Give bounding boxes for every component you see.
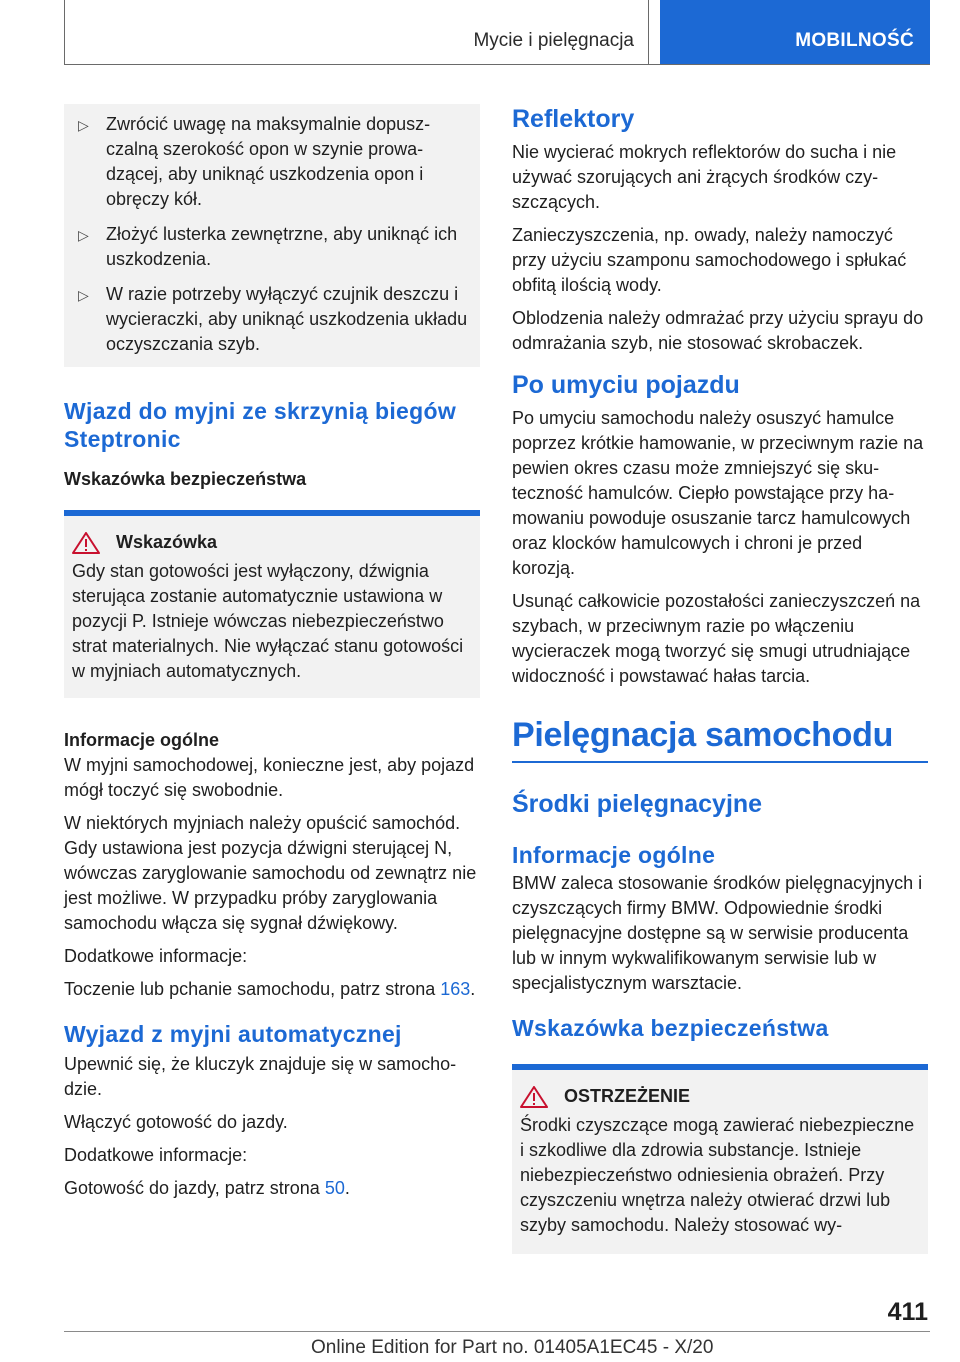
paragraph: Po umyciu samochodu należy osuszyć hamulce poprzez krótkie hamowanie, w przeciwnym razie na pewien okres czasu może zmniejszyć się skuteczność hamulców. Ciepło powstające przy hamowaniu powoduje osuszanie tarcz hamulcowych oraz klocków hamulcowych i chroni je przed korozją. [512, 408, 924, 578]
warning-title: Wskazówka [116, 532, 218, 552]
heading-rule [512, 761, 928, 763]
bullet-triangle-icon: ▷ [78, 117, 89, 133]
bullet-text: Złożyć lusterka zewnętrzne, aby uniknąć ich uszkodzenia. [106, 224, 458, 269]
warning-box [512, 1064, 928, 1254]
warning-header [72, 530, 470, 555]
exit-wash-heading: Wyjazd z myjni automatycznej [64, 1021, 402, 1047]
bullet-box [64, 104, 480, 367]
warning-box [64, 510, 480, 698]
left-column [64, 104, 480, 1209]
list-item [78, 222, 470, 272]
paragraph: W myjni samochodowej, konieczne jest, aby pojazd mógł toczyć się swobodnie. [64, 755, 475, 800]
care-agents-info-heading: Informacje ogólne [512, 842, 716, 868]
steptronic-heading: Wjazd do myjni ze skrzynią biegów Steptronic [64, 398, 457, 452]
reference-text: Gotowość do jazdy, patrz strona [64, 1178, 320, 1198]
list-item [78, 282, 470, 357]
paragraph: BMW zaleca stosowanie środków pielęgnacyjnych i czyszczących firmy BMW. Odpowiednie środki pielęgnacyjne dostępne są w serwisie producenta lub w innym wykwalifikowanym serwisie lub w specjalistycznym warsztacie. [512, 873, 923, 993]
footer-divider [64, 1331, 930, 1332]
bullet-triangle-icon: ▷ [78, 287, 89, 303]
paragraph: Nie wycierać mokrych reflektorów do sucha i nie używać szorujących ani żrących środków czyszczących. [512, 142, 897, 212]
warning-triangle-icon [72, 532, 116, 554]
right-column [512, 104, 928, 1254]
warning-text: Gdy stan gotowości jest wyłączony, dźwignia sterująca zostanie automatycznie ustawiona w pozycji P. Istnieje wówczas niebezpieczeństwo strat materialnych. Nie wyłączać stanu gotowości w myjniach automatycznych. [72, 561, 464, 681]
headlights-heading: Reflektory [512, 105, 635, 133]
header-chapter-tab[interactable] [660, 0, 930, 64]
paragraph: Włączyć gotowość do jazdy. [64, 1112, 288, 1132]
warning-triangle-icon [520, 1086, 564, 1108]
paragraph: Dodatkowe informacje: [64, 946, 248, 966]
paragraph: Dodatkowe informacje: [64, 1145, 248, 1165]
page-link[interactable]: 163 [440, 979, 471, 999]
car-care-heading: Pielęgnacja samochodu [512, 716, 894, 754]
header-section-frame [64, 0, 649, 65]
page-number: 411 [887, 1298, 928, 1326]
bullet-triangle-icon: ▷ [78, 227, 89, 243]
care-agents-heading: Środki pielęgnacyjne [512, 790, 763, 818]
general-info-heading: Informacje ogólne [64, 730, 220, 750]
warning-header [520, 1084, 918, 1109]
after-wash-heading: Po umyciu pojazdu [512, 371, 740, 399]
warning-title: OSTRZEŻENIE [564, 1086, 691, 1106]
safety-heading: Wskazówka bezpieczeństwa [512, 1015, 829, 1041]
paragraph: Zanieczyszczenia, np. owady, należy namoczyć przy użyciu szamponu samochodowego i spłukać obfitą ilością wody. [512, 225, 907, 295]
paragraph: Upewnić się, że kluczyk znajduje się w samochodzie. [64, 1054, 457, 1099]
footer-edition: Online Edition for Part no. 01405A1EC45 - X/20 [311, 1337, 714, 1358]
header-chapter-label: MOBILNOŚĆ [795, 30, 914, 51]
list-item [78, 112, 470, 212]
bullet-text: Zwrócić uwagę na maksymalnie dopuszczalną szerokość opon w szynie prowadzącej, aby uniknąć uszkodzenia opon i obręczy kół. [106, 114, 431, 209]
paragraph-with-ref: Gotowość do jazdy, patrz strona 50. [64, 1178, 350, 1198]
paragraph: Oblodzenia należy odmrażać przy użyciu sprayu do odmrażania szyb, nie stosować skrobaczek. [512, 308, 924, 353]
paragraph-with-ref: Toczenie lub pchanie samochodu, patrz strona 163. [64, 979, 476, 999]
care-heading-block [512, 715, 928, 763]
bullet-text: W razie potrzeby wyłączyć czujnik deszczu i wycieraczki, aby uniknąć uszkodzenia układu oczyszczania szyb. [106, 284, 468, 354]
paragraph: Usunąć całkowicie pozostałości zanieczyszczeń na szybach, w przeciwnym razie po włączeniu wycieraczek mogą tworzyć się smugi utrudniające widoczność i powstawać hałas tarcia. [512, 591, 921, 686]
safety-heading: Wskazówka bezpieczeństwa [64, 469, 307, 489]
warning-text: Środki czyszczące mogą zawierać niebezpieczne i szkodliwe dla zdrowia substancje. Istnieje niebezpieczeństwo odniesienia obrażeń. Przy czyszczeniu wnętrza należy otwierać drzwi lub szyby samochodu. Należy stosować wy- [520, 1115, 915, 1235]
header-divider [64, 64, 930, 65]
header-section-title: Mycie i pielęgnacja [473, 30, 634, 51]
paragraph: W niektórych myjniach należy opuścić samochód. Gdy ustawiona jest pozycja dźwigni sterującej N, wówczas zaryglowanie samochodu od zewnątrz nie jest możliwe. W przypadku próby zaryglowania samochodu włącza się sygnał dźwiękowy. [64, 813, 477, 933]
page-link[interactable]: 50 [324, 1178, 345, 1198]
reference-text: Toczenie lub pchanie samochodu, patrz strona [64, 979, 436, 999]
